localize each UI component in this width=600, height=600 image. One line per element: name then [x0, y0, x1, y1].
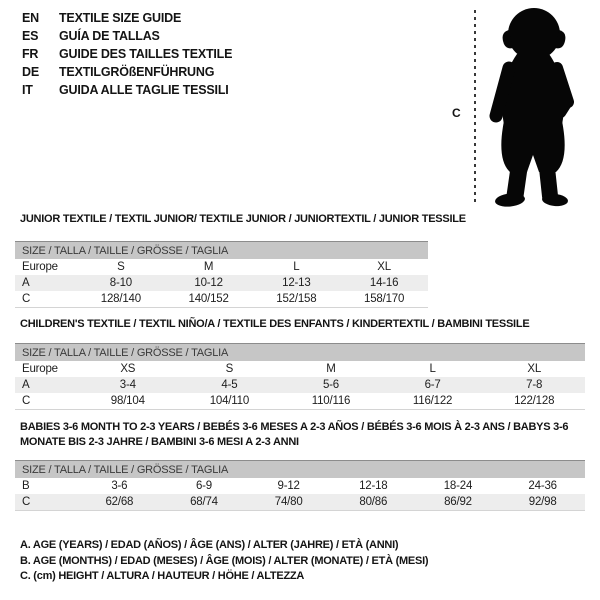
- language-code: FR: [22, 47, 39, 61]
- size-cell: 5-6: [322, 379, 339, 391]
- height-measure-line: [474, 10, 476, 206]
- size-cell: 18-24: [443, 480, 473, 492]
- size-cell: 92/98: [528, 496, 557, 508]
- size-cell: 24-36: [528, 480, 557, 492]
- row-label: Europe: [22, 363, 58, 375]
- size-header: SIZE / TALLA / TAILLE / GRÖSSE / TAGLIA: [15, 461, 585, 479]
- row-label: B: [22, 480, 30, 492]
- language-title: GUÍA DE TALLAS: [59, 29, 160, 43]
- size-cell: 6-7: [424, 379, 441, 391]
- measure-label-c: C: [452, 106, 461, 120]
- size-cell: 4-5: [221, 379, 238, 391]
- size-cell: 10-12: [194, 277, 223, 289]
- table-title-children: CHILDREN'S TEXTILE / TEXTIL NIÑO/A / TEXTILE DES ENFANTS / KINDERTEXTIL / BAMBINI TESSILE: [20, 318, 530, 330]
- size-cell: L: [293, 261, 300, 273]
- size-cell: 80/86: [359, 496, 388, 508]
- row-label: C: [22, 293, 31, 305]
- table-row: [15, 291, 428, 308]
- language-title: GUIDA ALLE TAGLIE TESSILI: [59, 83, 229, 97]
- table-title-junior: JUNIOR TEXTILE / TEXTIL JUNIOR/ TEXTILE JUNIOR / JUNIORTEXTIL / JUNIOR TESSILE: [20, 213, 466, 225]
- size-cell: 68/74: [190, 496, 218, 508]
- size-cell: XS: [120, 363, 136, 375]
- table-row: [15, 259, 428, 275]
- language-code: IT: [22, 83, 33, 97]
- language-code: ES: [22, 29, 39, 43]
- size-cell: 104/110: [209, 395, 250, 407]
- language-row: [22, 45, 232, 63]
- size-cell: 74/80: [274, 496, 303, 508]
- row-label: Europe: [22, 261, 58, 273]
- language-row: [22, 81, 232, 99]
- size-cell: 140/152: [188, 293, 229, 305]
- size-table-junior: [15, 241, 428, 308]
- footnotes: [20, 538, 428, 585]
- size-cell: 128/140: [100, 293, 141, 305]
- size-cell: L: [429, 363, 436, 375]
- language-code: DE: [22, 65, 39, 79]
- table-row: [15, 377, 585, 393]
- size-cell: 12-13: [282, 277, 311, 289]
- size-cell: 7-8: [526, 379, 543, 391]
- footnote-b: B. AGE (MONTHS) / EDAD (MESES) / ÂGE (MOIS) / ALTER (MONATE) / ETÀ (MESI): [20, 554, 429, 567]
- language-row: [22, 9, 232, 27]
- row-label: A: [22, 379, 30, 391]
- table-row: [15, 361, 585, 377]
- size-cell: 86/92: [444, 496, 472, 508]
- language-code: EN: [22, 11, 39, 25]
- footnote-c: C. (cm) HEIGHT / ALTURA / HAUTEUR / HÖHE / ALTEZZA: [20, 570, 305, 582]
- size-cell: 12-18: [359, 480, 388, 492]
- size-cell: 3-6: [111, 480, 128, 492]
- size-cell: 6-9: [195, 480, 212, 492]
- size-header: SIZE / TALLA / TAILLE / GRÖSSE / TAGLIA: [15, 344, 585, 362]
- size-cell: XL: [527, 363, 542, 375]
- size-cell: S: [117, 261, 125, 273]
- table-row: [15, 478, 585, 494]
- size-cell: 8-10: [109, 277, 132, 289]
- row-label: A: [22, 277, 30, 289]
- size-cell: 98/104: [110, 395, 145, 407]
- size-cell: 158/170: [364, 293, 405, 305]
- size-cell: M: [326, 363, 336, 375]
- size-cell: 152/158: [276, 293, 317, 305]
- size-cell: 14-16: [369, 277, 399, 289]
- table-row: [15, 393, 585, 410]
- size-cell: 116/122: [412, 395, 453, 407]
- language-row: [22, 63, 232, 81]
- table-row: [15, 275, 428, 291]
- size-cell: 9-12: [277, 480, 300, 492]
- size-cell: XL: [377, 261, 391, 273]
- row-label: C: [22, 496, 31, 508]
- size-cell: 62/68: [105, 496, 134, 508]
- size-cell: M: [203, 261, 214, 273]
- size-cell: 110/116: [311, 395, 351, 407]
- size-header: SIZE / TALLA / TAILLE / GRÖSSE / TAGLIA: [15, 242, 428, 260]
- language-list: [22, 9, 232, 99]
- size-table-babies: [15, 460, 585, 511]
- language-title: TEXTILGRÖßENFÜHRUNG: [59, 65, 215, 79]
- language-title: GUIDE DES TAILLES TEXTILE: [59, 47, 233, 61]
- language-title: TEXTILE SIZE GUIDE: [59, 11, 182, 25]
- size-cell: 122/128: [514, 395, 555, 407]
- table-title-babies: BABIES 3-6 MONTH TO 2-3 YEARS / BEBÉS 3-6 MESES A 2-3 AÑOS / BÉBÉS 3-6 MOIS À 2-3 ANS / BABYS 3-6 MONATE BIS 2-3 JAHRE / BAMBINI 3-6 MESI A 2-3 ANNI: [20, 421, 569, 448]
- size-cell: 3-4: [119, 379, 136, 391]
- language-row: [22, 27, 232, 45]
- table-row: [15, 494, 585, 511]
- footnote-a: A. AGE (YEARS) / EDAD (AÑOS) / ÂGE (ANS) / ALTER (JAHRE) / ETÀ (ANNI): [20, 539, 399, 551]
- size-cell: S: [225, 363, 234, 375]
- size-table-children: [15, 343, 585, 410]
- row-label: C: [22, 395, 31, 407]
- toddler-silhouette-icon: [487, 6, 579, 208]
